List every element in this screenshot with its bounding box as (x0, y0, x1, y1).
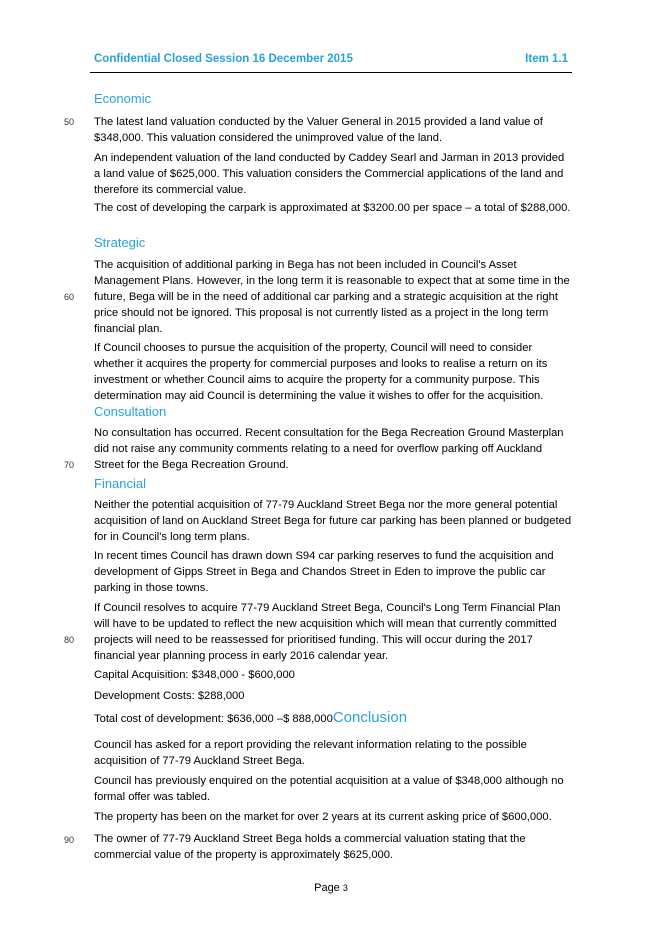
financial-total-line (94, 710, 572, 727)
financial-total-cost: Total cost of development: $636,000 –$ 888,000 (94, 713, 333, 725)
financial-paragraph-1: Neither the potential acquisition of 77-79 Auckland Street Bega nor the more general potential acquisition of land on Auckland Street Bega for future car parking has been planned or budgeted for in Council's long term plans. (94, 499, 572, 543)
strategic-paragraph-1: The acquisition of additional parking in Bega has not been included in Council's Asset Management Plans. However, in the long term it is reasonable to expect that at some time in the future, Bega will be in the need of additional car parking and a strategic acquisition at the right price should not be ignored. This proposal is not currently listed as a project in the long term financial plan. (94, 259, 570, 335)
conclusion-paragraph-1: Council has asked for a report providing the relevant information relating to the possible acquisition of 77-79 Auckland Street Bega. (94, 739, 527, 767)
line-number-90: 90 (64, 835, 75, 845)
conclusion-paragraph-3: The property has been on the market for over 2 years at its current asking price of $600,000. (94, 811, 552, 823)
financial-paragraph-2: In recent times Council has drawn down S94 car parking reserves to fund the acquisition and development of Gipps Street in Bega and Chandos Street in Eden to improve the public car parking in those towns. (94, 550, 554, 594)
line-number-60: 60 (64, 292, 75, 302)
conclusion-paragraph-2: Council has previously enquired on the potential acquisition at a value of $348,000 although no formal offer was tabled. (94, 775, 564, 803)
page-label: Page (314, 882, 340, 894)
page-number: 3 (342, 883, 348, 893)
line-number-50: 50 (64, 117, 75, 127)
economic-paragraph-3: The cost of developing the carpark is approximated at $3200.00 per space – a total of $288,000. (94, 202, 571, 214)
conclusion-paragraph-4: The owner of 77-79 Auckland Street Bega holds a commercial valuation stating that the commercial value of the property is approximately $625,000. (94, 833, 526, 861)
header-item-number: Item 1.1 (525, 53, 568, 65)
header-title: Confidential Closed Session 16 December 2015 (94, 53, 353, 65)
consultation-paragraph-1: No consultation has occurred. Recent consultation for the Bega Recreation Ground Masterplan did not raise any community comments relating to a need for overflow parking off Auckland Street for the Bega Recreation Ground. (94, 427, 564, 471)
heading-strategic: Strategic (94, 235, 146, 250)
financial-development-costs: Development Costs: $288,000 (94, 690, 245, 702)
line-number-80: 80 (64, 635, 75, 645)
heading-conclusion: Conclusion (332, 709, 408, 726)
economic-paragraph-1: The latest land valuation conducted by the Valuer General in 2015 provided a land value of $348,000. This valuation considered the unimproved value of the land. (94, 116, 543, 144)
strategic-paragraph-2: If Council chooses to pursue the acquisition of the property, Council will need to consider whether it acquires the property for commercial purposes and looks to realise a return on its investment or whether Council aims to acquire the property for a community purpose. This determination may aid Council is determining the value it wishes to offer for the acquisition. (94, 342, 548, 402)
line-number-70: 70 (64, 460, 75, 470)
page-header (94, 53, 568, 69)
heading-economic: Economic (94, 91, 152, 106)
heading-consultation: Consultation (94, 404, 167, 419)
economic-paragraph-2: An independent valuation of the land conducted by Caddey Searl and Jarman in 2013 provided a land value of $625,000. This valuation considers the Commercial applications of the land and therefore its commercial value. (94, 152, 565, 196)
financial-capital-acquisition: Capital Acquisition: $348,000 - $600,000 (94, 669, 295, 681)
financial-paragraph-3: If Council resolves to acquire 77-79 Auckland Street Bega, Council's Long Term Financial Plan will have to be updated to reflect the new acquisition which will mean that currently committed projects will need to be reassessed for prioritised funding. This will occur during the 2017 financial year planning process in early 2016 calendar year. (94, 602, 561, 662)
header-divider (90, 72, 572, 73)
page-footer (0, 882, 662, 894)
heading-financial: Financial (94, 476, 147, 491)
